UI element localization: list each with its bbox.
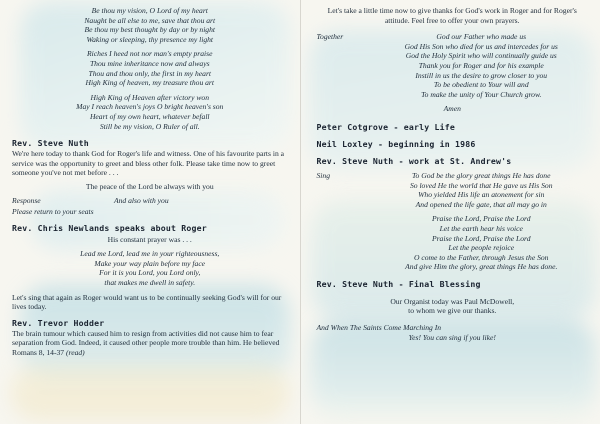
- prayer-line: Instill in us the desire to grow closer to you: [415, 70, 548, 80]
- section-heading-final-blessing: Rev. Steve Nuth - Final Blessing: [316, 278, 481, 289]
- hymn-line: Thou mine inheritance now and always: [89, 58, 210, 68]
- hymn-verse-1: [12, 6, 288, 44]
- right-page: [300, 0, 600, 424]
- peace-line: The peace of the Lord be always with you: [85, 181, 214, 191]
- organist-line: Our Organist today was Paul McDowell,: [390, 296, 515, 306]
- prayer-line: God His Son who died for us and intercedes for us: [404, 41, 558, 51]
- hodder-text: [12, 329, 288, 358]
- saints-line: And When The Saints Come Marching In: [316, 323, 442, 333]
- hymn-line: Praise the Lord, Praise the Lord: [431, 233, 531, 243]
- hymn-line: So loved He the world that He gave us His Son: [409, 180, 553, 190]
- section-heading-loxley: Neil Loxley - beginning in 1986: [316, 138, 476, 149]
- prayer-verse: [12, 249, 288, 287]
- hymn-line: May I reach heaven's joys O bright heaven's son: [76, 102, 224, 112]
- organist-note: [317, 297, 589, 316]
- hymn-line: And opened the life gate, that all may go in: [415, 199, 547, 209]
- prayer-line: God our Father who made us: [436, 32, 527, 42]
- section-heading-hodder: Rev. Trevor Hodder: [12, 317, 105, 328]
- response-label: Response: [12, 195, 41, 205]
- hymn-line: Who yielded His life an atonement for sin: [418, 190, 545, 200]
- prayer-intro: His constant prayer was . . .: [107, 234, 192, 244]
- hymn-line: High King of Heaven after victory won: [90, 92, 210, 102]
- hymn-line: Waking or sleeping, thy presence my light: [86, 34, 214, 44]
- prayer-line: Make your way plain before my face: [94, 258, 206, 268]
- hymn-line: Heart of my own heart, whatever befall: [89, 111, 210, 121]
- prayers-intro: Let's take a little time now to give thanks for God's work in Roger and for Roger's attitude. Feel free to offer your own prayers.: [327, 6, 577, 25]
- sing-hymn: [375, 171, 589, 272]
- together-label: Together: [316, 32, 344, 42]
- together-block: [317, 32, 589, 99]
- hymn-verse-3: [12, 93, 288, 131]
- sing-again-text: Let's sing that again as Roger would want us to be continually seeking God's will for our lives today.: [12, 292, 282, 312]
- section-heading-cotgrove: Peter Cotgrove - early Life: [316, 121, 455, 132]
- hodder-body: The brain tumour which caused him to resign from activities did not cause him to fear separation from God. Indeed, it caused other people more trouble than him. He believed Romans 8, 14-37: [12, 328, 280, 358]
- hymn-line: And give Him the glory, great things He has done.: [405, 262, 558, 272]
- saints-sub: Yes! You can sing if you like!: [408, 332, 496, 342]
- hodder-read-note: (read): [66, 348, 85, 358]
- response-row: [12, 196, 288, 206]
- section-heading-nuth-andrews: Rev. Steve Nuth - work at St. Andrew's: [316, 155, 512, 166]
- hymn-line: High King of heaven, my treasure thou art: [85, 78, 214, 88]
- hymn-line: Let the earth hear his voice: [439, 223, 523, 233]
- sing-label: Sing: [316, 170, 331, 180]
- hymn-line: O come to the Father, through Jesus the Son: [414, 252, 549, 262]
- hymn-line: Be thou my best thought by day or by night: [84, 25, 216, 35]
- return-seats-note: Please return to your seats: [12, 207, 94, 217]
- prayer-line: Lead me Lord, lead me in your righteousness,: [80, 249, 220, 259]
- hymn-line: Be thou my vision, O Lord of my heart: [91, 6, 208, 15]
- nuth-greeting-text: We're here today to thank God for Roger's life and witness. One of his favourite parts in a service was the opportunity to greet and bless other folk. Please take time now to greet someone you've not met before . . .: [12, 149, 285, 178]
- section-heading-nuth: Rev. Steve Nuth: [12, 138, 89, 149]
- hymn-line: Praise the Lord, Praise the Lord: [431, 214, 531, 224]
- hymn-line: Naught be all else to me, save that thou art: [84, 15, 216, 25]
- hymn-verse-2: [12, 49, 288, 87]
- amen: Amen: [443, 104, 461, 114]
- prayer-line: that makes me dwell in safety.: [104, 278, 196, 288]
- hymn-line: Thou and thou only, the first in my heart: [88, 68, 212, 78]
- hymn-line: Still be my vision, O Ruler of all.: [99, 121, 200, 131]
- section-heading-newlands: Rev. Chris Newlands speaks about Roger: [12, 222, 207, 233]
- response-text: And also with you: [114, 195, 169, 205]
- hymn-line: Let the people rejoice: [448, 243, 515, 253]
- hymn-line: Riches I heed not nor man's empty praise: [87, 49, 213, 59]
- prayer-line: Thank you for Roger and for his example: [418, 60, 544, 70]
- together-prayer: [375, 32, 589, 99]
- prayer-line: God the Holy Spirit who will continually guide us: [405, 51, 557, 61]
- organist-line: to whom we give our thanks.: [408, 306, 497, 316]
- prayer-line: To be obedient to Your will and: [433, 80, 529, 90]
- prayer-line: For it is you Lord, you Lord only,: [99, 268, 201, 278]
- prayer-line: To make the unity of Your Church grow.: [421, 89, 542, 99]
- sing-block: [317, 171, 589, 272]
- hymn-line: To God be the glory great things He has done: [412, 170, 551, 180]
